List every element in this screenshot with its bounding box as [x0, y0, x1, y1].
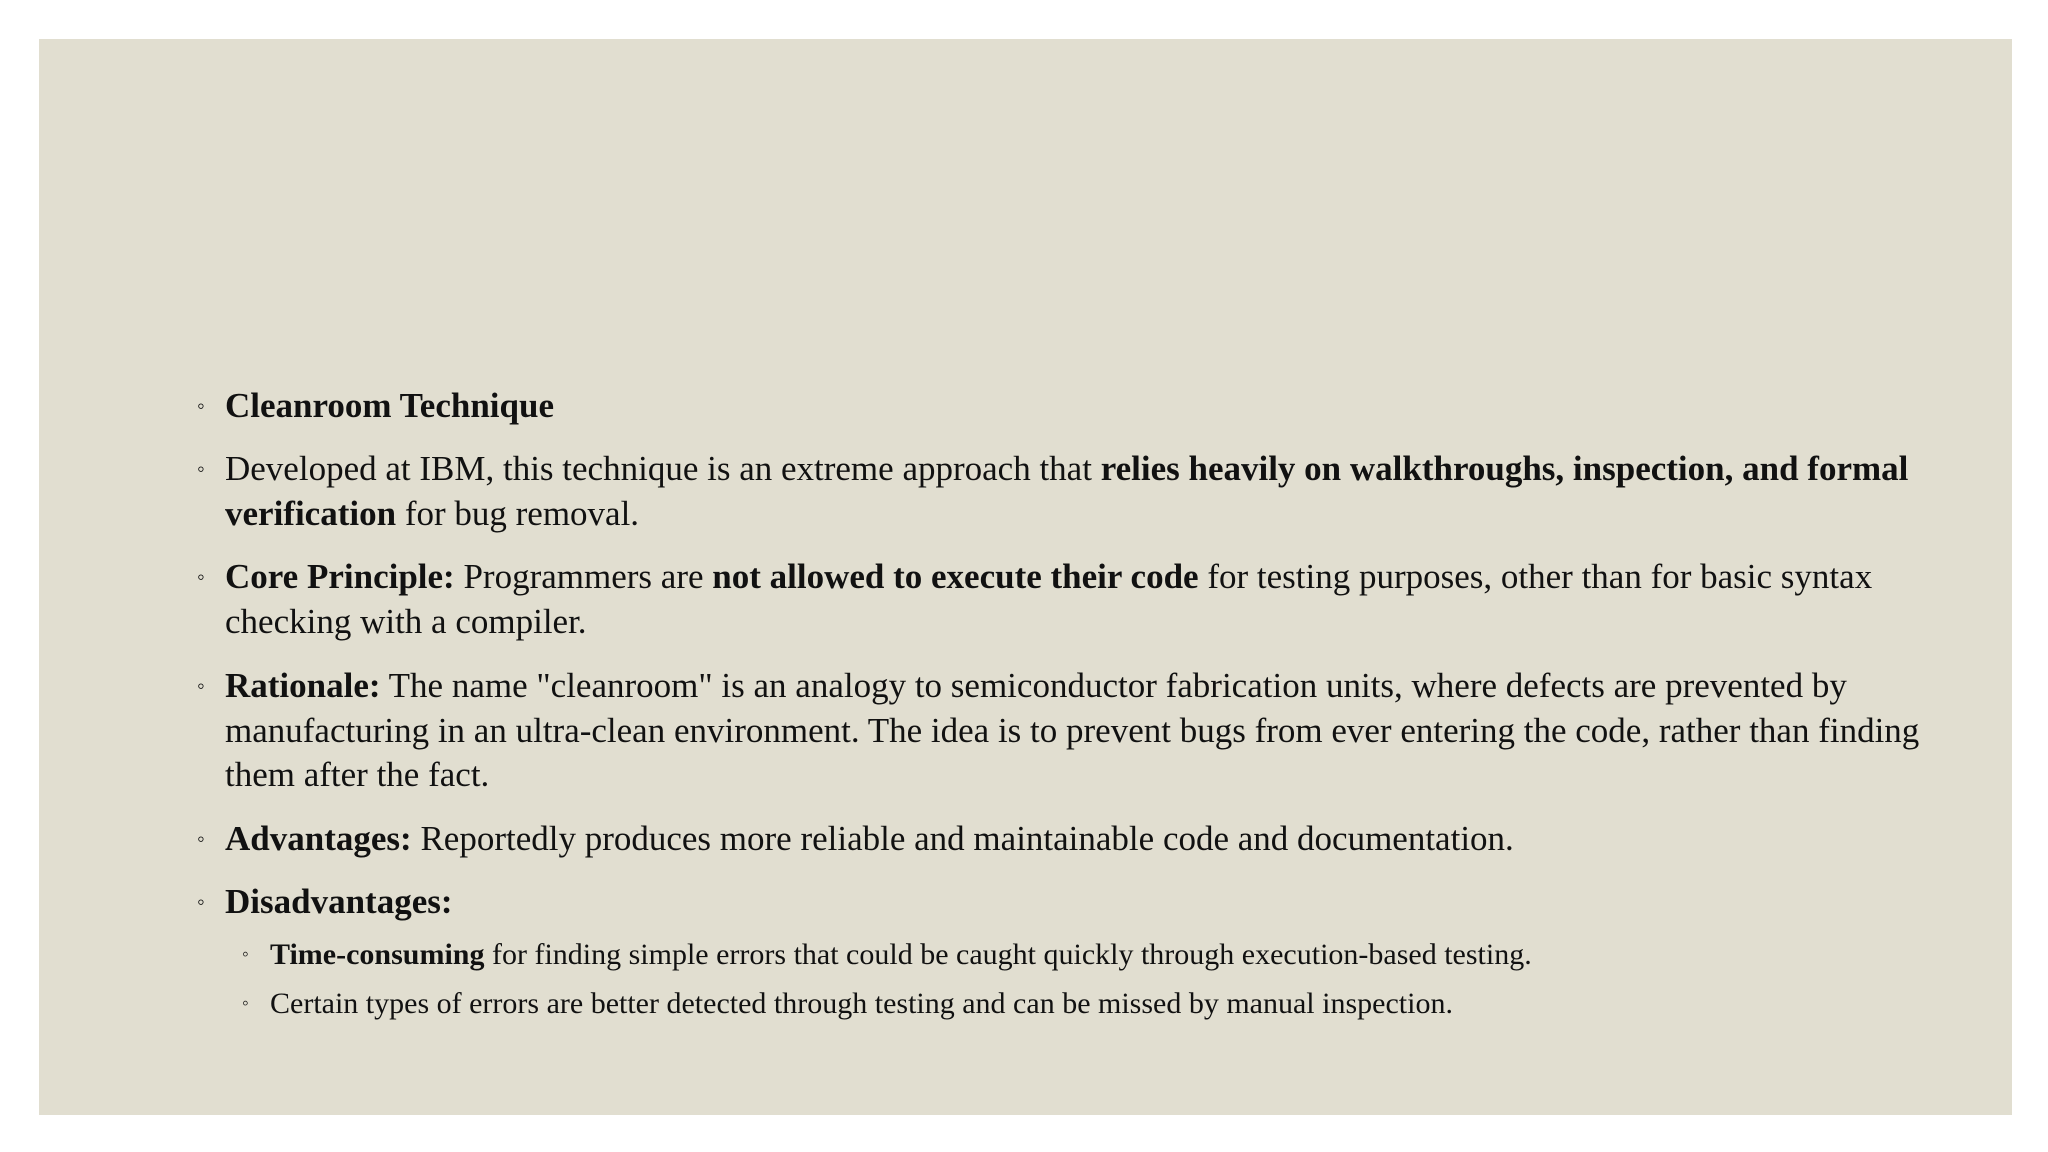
sub-bullet-text: for finding simple errors that could be caught quickly through execution-based testing. — [484, 938, 1532, 971]
bullet-bold-text: relies heavily on walkthroughs, inspection, and formal verification — [225, 449, 1909, 533]
bullet-developed-at-ibm — [197, 447, 1925, 536]
bullet-marker: ◦ — [197, 889, 205, 914]
slide — [39, 39, 2012, 1115]
bullet-label: Rationale: — [225, 666, 381, 705]
bullet-marker: ◦ — [197, 826, 205, 851]
bullet-heading: Cleanroom Technique — [225, 386, 554, 425]
sub-bullet-label: Time-consuming — [270, 938, 485, 971]
bullet-rationale — [197, 664, 1925, 798]
bullet-marker: ◦ — [197, 673, 205, 698]
bullet-marker: ◦ — [197, 564, 205, 589]
bullet-disadvantages — [197, 880, 1925, 925]
bullet-label: Disadvantages: — [225, 882, 453, 921]
bullet-text: for bug removal. — [396, 493, 640, 533]
bullet-text: for testing purposes, other than for basic syntax checking with a compiler. — [225, 557, 1873, 641]
bullet-marker: ◦ — [197, 393, 205, 418]
bullet-marker: ◦ — [197, 456, 205, 481]
bullet-cleanroom-technique — [197, 384, 1925, 429]
bullet-text: The name "cleanroom" is an analogy to semiconductor fabrication units, where defects are prevented by manufacturing in an ultra-clean environment. The idea is to prevent bugs from ever entering the code, rather than finding them after the fact. — [225, 666, 1920, 794]
bullet-label: Core Principle: — [225, 557, 455, 596]
bullet-label: Advantages: — [225, 819, 412, 858]
sub-bullet-certain-errors — [242, 982, 1920, 1026]
bullet-text: Reportedly produces more reliable and maintainable code and documentation. — [411, 819, 1514, 858]
bullet-text: Developed at IBM, this technique is an extreme approach that — [225, 449, 1101, 488]
bullet-advantages — [197, 817, 1925, 862]
bullet-core-principle — [197, 555, 1925, 644]
sub-bullet-time-consuming — [242, 933, 1920, 977]
sub-bullet-text: Certain types of errors are better detected through testing and can be missed by manual inspection. — [270, 987, 1453, 1020]
bullet-text: Programmers are — [454, 557, 713, 596]
sub-bullet-marker: ◦ — [242, 944, 249, 965]
slide-content — [39, 39, 2012, 1115]
sub-bullet-marker: ◦ — [242, 993, 249, 1014]
bullet-bold-text: not allowed to execute their code — [712, 557, 1199, 596]
